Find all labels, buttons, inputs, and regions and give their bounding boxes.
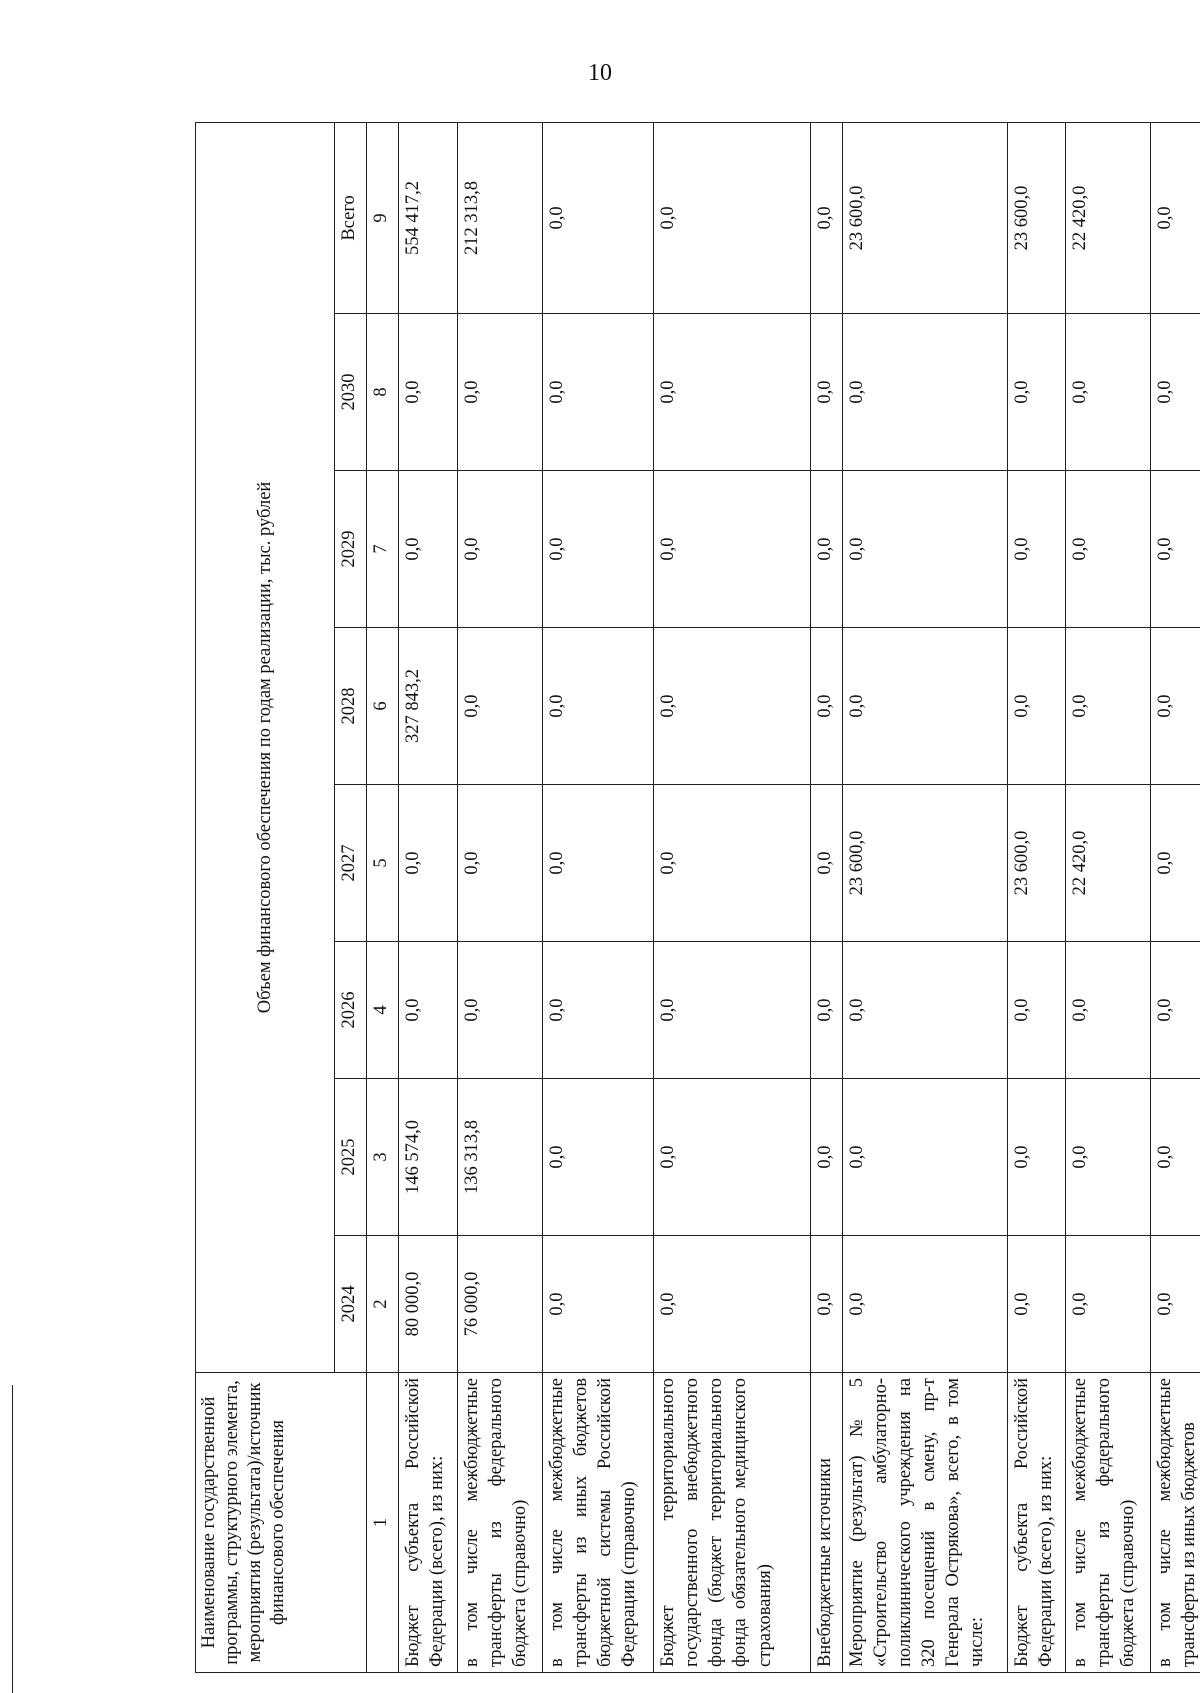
cell-value: 22 420,0 (1066, 785, 1151, 942)
header-year: 2028 (334, 628, 366, 785)
cell-value: 0,0 (542, 122, 654, 313)
cell-value: 0,0 (457, 471, 542, 628)
cell-value: 0,0 (810, 314, 842, 471)
column-number: 4 (367, 942, 399, 1079)
cell-value: 0,0 (1066, 1236, 1151, 1373)
column-number: 7 (367, 471, 399, 628)
table-row (457, 122, 542, 1672)
column-number: 3 (367, 1079, 399, 1236)
cell-value: 0,0 (542, 1079, 654, 1236)
page-number: 10 (588, 60, 612, 86)
header-year: 2029 (334, 471, 366, 628)
cell-value: 0,0 (1151, 1079, 1200, 1236)
cell-value: 0,0 (843, 471, 1008, 628)
table-row (810, 122, 842, 1672)
cell-value: 0,0 (1151, 628, 1200, 785)
cell-value: 0,0 (810, 942, 842, 1079)
table-row (1007, 122, 1066, 1672)
cell-value: 327 843,2 (399, 628, 458, 785)
cell-value: 0,0 (1007, 942, 1066, 1079)
cell-value: 0,0 (1007, 1079, 1066, 1236)
cell-value: 0,0 (542, 314, 654, 471)
cell-value: 554 417,2 (399, 122, 458, 313)
header-year: 2025 (334, 1079, 366, 1236)
header-year: 2024 (334, 1236, 366, 1373)
column-number: 1 (367, 1373, 399, 1673)
cell-value: 146 574,0 (399, 1079, 458, 1236)
cell-value: 0,0 (457, 314, 542, 471)
cell-value: 0,0 (1151, 1236, 1200, 1373)
cell-value: 0,0 (1066, 942, 1151, 1079)
cell-value: 0,0 (399, 942, 458, 1079)
cell-value: 80 000,0 (399, 1236, 458, 1373)
cell-value: 0,0 (810, 628, 842, 785)
cell-value: 0,0 (542, 942, 654, 1079)
cell-value: 0,0 (1007, 1236, 1066, 1373)
cell-value: 0,0 (1007, 471, 1066, 628)
cell-value: 0,0 (1151, 122, 1200, 313)
column-number: 5 (367, 785, 399, 942)
cell-value: 0,0 (654, 471, 811, 628)
cell-value: 0,0 (1066, 471, 1151, 628)
header-year: 2030 (334, 314, 366, 471)
cell-value: 76 000,0 (457, 1236, 542, 1373)
cell-value: 0,0 (457, 628, 542, 785)
cell-value: 0,0 (542, 1236, 654, 1373)
cell-value: 0,0 (810, 471, 842, 628)
cell-value: 0,0 (542, 471, 654, 628)
cell-value: 0,0 (1066, 314, 1151, 471)
cell-value: 0,0 (1151, 471, 1200, 628)
table-row (542, 122, 654, 1672)
cell-value: 0,0 (843, 1236, 1008, 1373)
cell-value: 0,0 (843, 628, 1008, 785)
row-name: в том числе межбюджетные трансферты из иных бюджетов (1151, 1373, 1200, 1673)
row-name: Бюджет территориального государственного внебюджетного фонда (бюджет территориального фонда обязательного медицинского страхования) (654, 1373, 811, 1673)
cell-value: 0,0 (654, 1236, 811, 1373)
cell-value: 0,0 (1007, 314, 1066, 471)
cell-value: 212 313,8 (457, 122, 542, 313)
cell-value: 136 313,8 (457, 1079, 542, 1236)
cell-value: 0,0 (542, 785, 654, 942)
column-number: 9 (367, 122, 399, 313)
cell-value: 0,0 (1151, 942, 1200, 1079)
column-number: 2 (367, 1236, 399, 1373)
cell-value: 0,0 (1007, 628, 1066, 785)
cell-value: 0,0 (457, 785, 542, 942)
cell-value: 0,0 (843, 942, 1008, 1079)
row-name: Бюджет субъекта Российской Федерации (всего), из них: (1007, 1373, 1066, 1673)
cell-value: 0,0 (457, 942, 542, 1079)
cell-value: 23 600,0 (1007, 785, 1066, 942)
table-row (1151, 122, 1200, 1672)
header-total: Всего (334, 122, 366, 313)
table-row (399, 122, 458, 1672)
cell-value: 0,0 (1151, 785, 1200, 942)
header-year: 2026 (334, 942, 366, 1079)
cell-value: 0,0 (1151, 314, 1200, 471)
financing-table (195, 122, 1200, 1673)
header-name-column: Наименование государственной программы, структурного элемента, мероприятия (результата)/источник финансового обеспечения (196, 1373, 367, 1673)
cell-value: 0,0 (654, 122, 811, 313)
cell-value: 0,0 (654, 1079, 811, 1236)
row-name: Бюджет субъекта Российской Федерации (всего), из них: (399, 1373, 458, 1673)
margin-line (12, 1385, 13, 1693)
row-name: в том числе межбюджетные трансферты из федерального бюджета (справочно) (1066, 1373, 1151, 1673)
cell-value: 0,0 (654, 942, 811, 1079)
cell-value: 0,0 (399, 314, 458, 471)
row-name: в том числе межбюджетные трансферты из иных бюджетов бюджетной системы Российской Федерации (справочно) (542, 1373, 654, 1673)
cell-value: 0,0 (1066, 628, 1151, 785)
rotated-table-container (195, 123, 1200, 1673)
column-number: 8 (367, 314, 399, 471)
cell-value: 23 600,0 (843, 122, 1008, 313)
column-number: 6 (367, 628, 399, 785)
cell-value: 0,0 (1066, 1079, 1151, 1236)
header-year: 2027 (334, 785, 366, 942)
cell-value: 0,0 (399, 785, 458, 942)
cell-value: 0,0 (810, 785, 842, 942)
cell-value: 23 600,0 (1007, 122, 1066, 313)
cell-value: 0,0 (399, 471, 458, 628)
row-name: в том числе межбюджетные трансферты из федерального бюджета (справочно) (457, 1373, 542, 1673)
header-volume-caption: Объем финансового обеспечения по годам реализации, тыс. рублей (196, 122, 335, 1372)
cell-value: 0,0 (810, 1079, 842, 1236)
cell-value: 23 600,0 (843, 785, 1008, 942)
row-name: Внебюджетные источники (810, 1373, 842, 1673)
row-name: Мероприятие (результат) № 5 «Строительство амбулаторно-поликлинического учреждения на 320 посещений в смену, пр-т Генерала Острякова», всего, в том числе: (843, 1373, 1008, 1673)
cell-value: 0,0 (654, 314, 811, 471)
table-row (843, 122, 1008, 1672)
cell-value: 0,0 (654, 785, 811, 942)
cell-value: 0,0 (843, 1079, 1008, 1236)
table-row (654, 122, 811, 1672)
table-row (1066, 122, 1151, 1672)
cell-value: 0,0 (810, 1236, 842, 1373)
cell-value: 0,0 (843, 314, 1008, 471)
cell-value: 0,0 (810, 122, 842, 313)
cell-value: 22 420,0 (1066, 122, 1151, 313)
cell-value: 0,0 (542, 628, 654, 785)
cell-value: 0,0 (654, 628, 811, 785)
